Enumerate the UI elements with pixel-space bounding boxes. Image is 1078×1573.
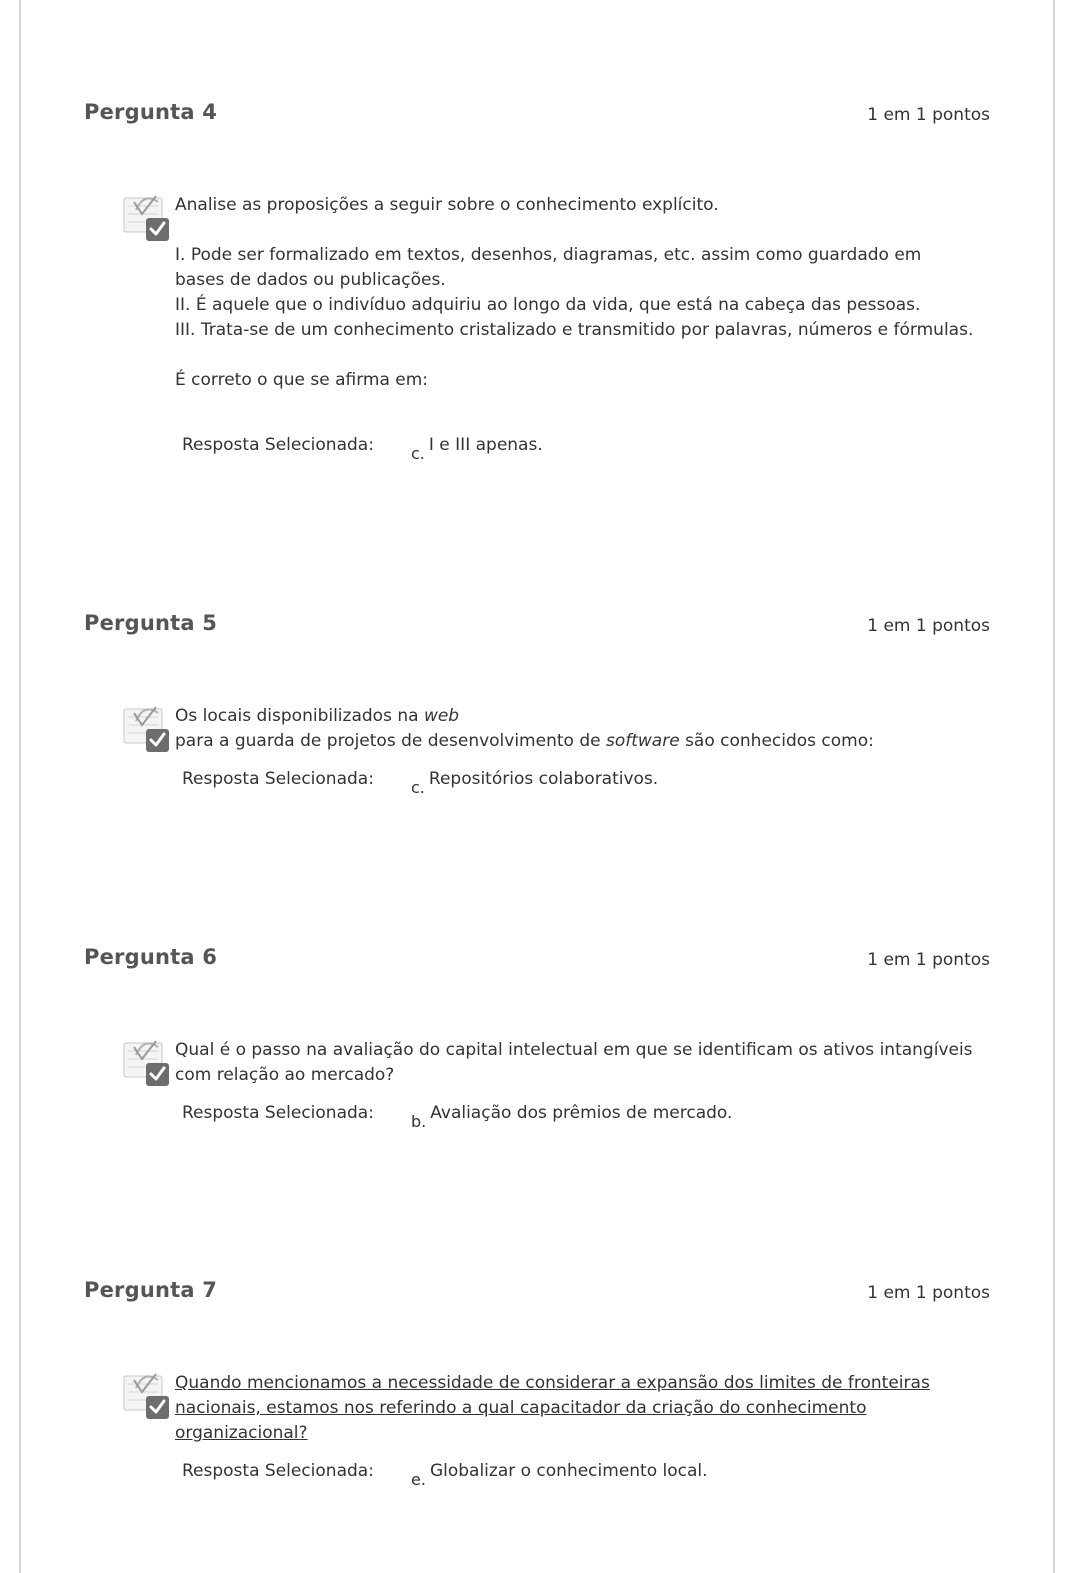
proposition-1: I. Pode ser formalizado em textos, desenhos, diagramas, etc. assim como guardado em bases de dados ou publicações. [175,245,922,290]
proposition-3: III. Trata-se de um conhecimento cristalizado e transmitido por palavras, números e fórmulas. [175,320,974,340]
question-text [175,193,975,393]
question-intro: Analise as proposições a seguir sobre o conhecimento explícito. [175,195,719,215]
question-text-part: Os locais disponibilizados na [175,706,424,726]
question-statement: Qual é o passo na avaliação do capital intelectual em que se identificam os ativos intangíveis com relação ao mercado? [175,1040,973,1085]
answer-text: I e III apenas. [428,435,543,455]
answer-label: Resposta Selecionada: [182,1461,374,1481]
selected-answer [182,769,659,797]
answer-text: Globalizar o conhecimento local. [429,1461,708,1481]
question-title: Pergunta 4 [84,100,218,124]
question-points: 1 em 1 pontos [867,1283,990,1303]
question-statement: Quando mencionamos a necessidade de considerar a expansão dos limites de fronteiras nacionais, estamos nos referindo a qual capacitador da criação do conhecimento organizacional? [175,1373,930,1443]
answer-label: Resposta Selecionada: [182,1103,374,1123]
question-points: 1 em 1 pontos [867,616,990,636]
selected-answer [182,1461,708,1489]
question-title: Pergunta 5 [84,611,218,635]
question-prompt: É correto o que se afirma em: [175,370,429,390]
correct-check-icon [122,1368,170,1420]
answer-label: Resposta Selecionada: [182,435,374,455]
question-text-emphasis: web [423,706,460,726]
answer-letter: c. [411,778,425,797]
answer-letter: c. [411,444,425,463]
correct-check-icon [122,190,170,242]
answer-text: Repositórios colaborativos. [428,769,659,789]
answer-letter: e. [411,1470,426,1489]
answer-letter: b. [411,1112,427,1131]
selected-answer [182,1103,733,1131]
question-text-part: para a guarda de projetos de desenvolvimento de [175,731,606,751]
question-text [175,1038,975,1088]
question-text [175,1371,975,1446]
question-title: Pergunta 7 [84,1278,218,1302]
question-text-emphasis: software [605,731,680,751]
question-text [175,704,975,754]
selected-answer [182,435,543,463]
correct-check-icon [122,1035,170,1087]
question-title: Pergunta 6 [84,945,218,969]
question-points: 1 em 1 pontos [867,105,990,125]
answer-label: Resposta Selecionada: [182,769,374,789]
correct-check-icon [122,701,170,753]
answer-text: Avaliação dos prêmios de mercado. [430,1103,733,1123]
question-text-part: são conhecidos como: [679,731,874,751]
question-points: 1 em 1 pontos [867,950,990,970]
proposition-2: II. É aquele que o indivíduo adquiriu ao longo da vida, que está na cabeça das pessoas. [175,295,921,315]
